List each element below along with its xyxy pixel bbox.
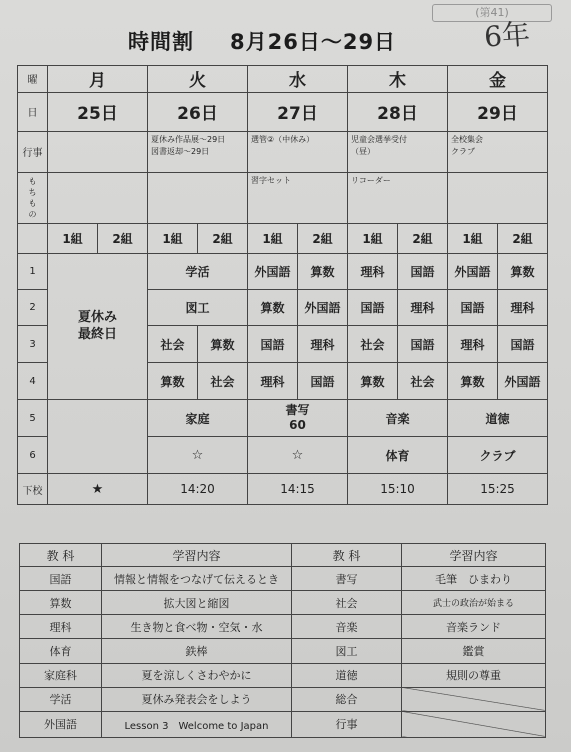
subject-content: Lesson 3 Welcome to Japan: [102, 711, 292, 737]
subject-content: 武士の政治が始まる: [402, 591, 546, 615]
date-row: [18, 92, 548, 131]
subject-content: 規則の尊重: [402, 663, 546, 687]
class-header: 1組: [248, 223, 298, 253]
wed-p4-c1: 理科: [248, 363, 298, 400]
mochimono-mon: [48, 172, 148, 223]
date-thu: 28日: [348, 92, 448, 131]
subject-name: 算数: [20, 591, 102, 615]
class-header: 2組: [198, 223, 248, 253]
class-header: 1組: [448, 223, 498, 253]
subject-name: 道徳: [292, 663, 402, 687]
fri-p6: クラブ: [448, 437, 548, 474]
thu-p3-c2: 国語: [398, 326, 448, 363]
header-subject: 教 科: [292, 544, 402, 567]
event-wed: 選管②（中休み）: [248, 131, 348, 172]
thu-p5: 音楽: [348, 400, 448, 437]
thu-p2-c1: 国語: [348, 289, 398, 326]
wed-p3-c1: 国語: [248, 326, 298, 363]
subject-name: 音楽: [292, 615, 402, 639]
subject-header-row: [20, 544, 546, 567]
class-header-row: [18, 223, 548, 253]
day-fri: 金: [448, 66, 548, 93]
class-header: 2組: [298, 223, 348, 253]
header-content: 学習内容: [102, 544, 292, 567]
date-fri: 29日: [448, 92, 548, 131]
corner-label: (第41): [432, 4, 552, 22]
tue-p1: 学活: [148, 253, 248, 289]
fri-p2-c2: 理科: [498, 289, 548, 326]
wed-p1-c2: 算数: [298, 253, 348, 289]
period-row-5: [18, 400, 548, 437]
day-thu: 木: [348, 66, 448, 93]
dismissal-wed: 14:15: [248, 474, 348, 505]
period-label: 6: [18, 437, 48, 474]
subject-row: [20, 711, 546, 737]
tue-p6: ☆: [148, 437, 248, 474]
fri-p3-c2: 国語: [498, 326, 548, 363]
tue-p4-c1: 算数: [148, 363, 198, 400]
period-label: 1: [18, 253, 48, 289]
subject-name: 図工: [292, 639, 402, 663]
class-header: 2組: [398, 223, 448, 253]
tue-p5: 家庭: [148, 400, 248, 437]
handwritten-grade-note: 6年: [483, 17, 532, 54]
row-label-day: 曜: [18, 66, 48, 93]
wed-p6: ☆: [248, 437, 348, 474]
subject-content: 夏を涼しくさわやかに: [102, 663, 292, 687]
dismissal-fri: 15:25: [448, 474, 548, 505]
subject-name: 総合: [292, 687, 402, 711]
tue-p3-c2: 算数: [198, 326, 248, 363]
subject-content: 拡大図と縮図: [102, 591, 292, 615]
mochimono-fri: [448, 172, 548, 223]
row-label-dismissal: 下校: [18, 474, 48, 505]
tue-p3-c1: 社会: [148, 326, 198, 363]
class-header: 1組: [348, 223, 398, 253]
event-mon: [48, 131, 148, 172]
wed-p2-c2: 外国語: [298, 289, 348, 326]
dismissal-row: [18, 474, 548, 505]
row-label-mochimono: もちもの: [28, 176, 37, 219]
subject-row: [20, 663, 546, 687]
subject-content-empty: [402, 711, 546, 737]
class-header: 1組: [148, 223, 198, 253]
fri-p1-c2: 算数: [498, 253, 548, 289]
header-content: 学習内容: [402, 544, 546, 567]
timetable: [17, 65, 548, 505]
mochimono-thu: リコーダー: [348, 172, 448, 223]
mochimono-row: [18, 172, 548, 223]
event-thu: 児童会選挙受付 （昼）: [348, 131, 448, 172]
thu-p1-c2: 国語: [398, 253, 448, 289]
subject-content: 鉄棒: [102, 639, 292, 663]
period-label: 4: [18, 363, 48, 400]
row-label-event: 行事: [18, 131, 48, 172]
title-period: 8月26日〜29日: [230, 30, 397, 54]
dismissal-thu: 15:10: [348, 474, 448, 505]
event-tue: 夏休み作品展〜29日 図書返却〜29日: [148, 131, 248, 172]
wed-p4-c2: 国語: [298, 363, 348, 400]
day-mon: 月: [48, 66, 148, 93]
subject-name: 家庭科: [20, 663, 102, 687]
mochimono-tue: [148, 172, 248, 223]
date-mon: 25日: [48, 92, 148, 131]
subject-name: 体育: [20, 639, 102, 663]
dismissal-mon: ★: [48, 474, 148, 505]
subject-content-empty: [402, 687, 546, 711]
tue-p2: 図工: [148, 289, 248, 326]
subject-row: [20, 687, 546, 711]
period-label: 2: [18, 289, 48, 326]
mon-note: 夏休み 最終日: [48, 253, 148, 400]
wed-p1-c1: 外国語: [248, 253, 298, 289]
subject-content: 生き物と食べ物・空気・水: [102, 615, 292, 639]
event-row: [18, 131, 548, 172]
class-header: 2組: [498, 223, 548, 253]
thu-p1-c1: 理科: [348, 253, 398, 289]
wed-p2-c1: 算数: [248, 289, 298, 326]
fri-p4-c1: 算数: [448, 363, 498, 400]
subject-content: 夏休み発表会をしよう: [102, 687, 292, 711]
class-header: 2組: [98, 223, 148, 253]
subject-content: 毛筆 ひまわり: [402, 567, 546, 591]
date-tue: 26日: [148, 92, 248, 131]
dismissal-tue: 14:20: [148, 474, 248, 505]
fri-p4-c2: 外国語: [498, 363, 548, 400]
day-row: [18, 66, 548, 93]
page-title: [128, 26, 432, 56]
thu-p3-c1: 社会: [348, 326, 398, 363]
subject-content: 音楽ランド: [402, 615, 546, 639]
class-header: 1組: [48, 223, 98, 253]
row-label-date: 日: [18, 92, 48, 131]
subject-table: [19, 543, 546, 738]
subject-content: 情報と情報をつなげて伝えるとき: [102, 567, 292, 591]
fri-p1-c1: 外国語: [448, 253, 498, 289]
mochimono-wed: 習字セット: [248, 172, 348, 223]
wed-p3-c2: 理科: [298, 326, 348, 363]
thu-p4-c1: 算数: [348, 363, 398, 400]
header-subject: 教 科: [20, 544, 102, 567]
day-wed: 水: [248, 66, 348, 93]
fri-p3-c1: 理科: [448, 326, 498, 363]
thu-p2-c2: 理科: [398, 289, 448, 326]
wed-p5: 書写 60: [248, 400, 348, 437]
subject-row: [20, 567, 546, 591]
thu-p6: 体育: [348, 437, 448, 474]
subject-name: 理科: [20, 615, 102, 639]
subject-name: 行事: [292, 711, 402, 737]
event-fri: 全校集会 クラブ: [448, 131, 548, 172]
period-row-1: [18, 253, 548, 289]
subject-name: 社会: [292, 591, 402, 615]
subject-name: 学活: [20, 687, 102, 711]
fri-p5: 道徳: [448, 400, 548, 437]
date-wed: 27日: [248, 92, 348, 131]
subject-name: 国語: [20, 567, 102, 591]
fri-p2-c1: 国語: [448, 289, 498, 326]
thu-p4-c2: 社会: [398, 363, 448, 400]
subject-row: [20, 591, 546, 615]
title-text: 時間割: [128, 30, 194, 54]
subject-name: 外国語: [20, 711, 102, 737]
period-label: 5: [18, 400, 48, 437]
period-label: 3: [18, 326, 48, 363]
subject-row: [20, 639, 546, 663]
subject-row: [20, 615, 546, 639]
day-tue: 火: [148, 66, 248, 93]
tue-p4-c2: 社会: [198, 363, 248, 400]
subject-content: 鑑賞: [402, 639, 546, 663]
subject-name: 書写: [292, 567, 402, 591]
